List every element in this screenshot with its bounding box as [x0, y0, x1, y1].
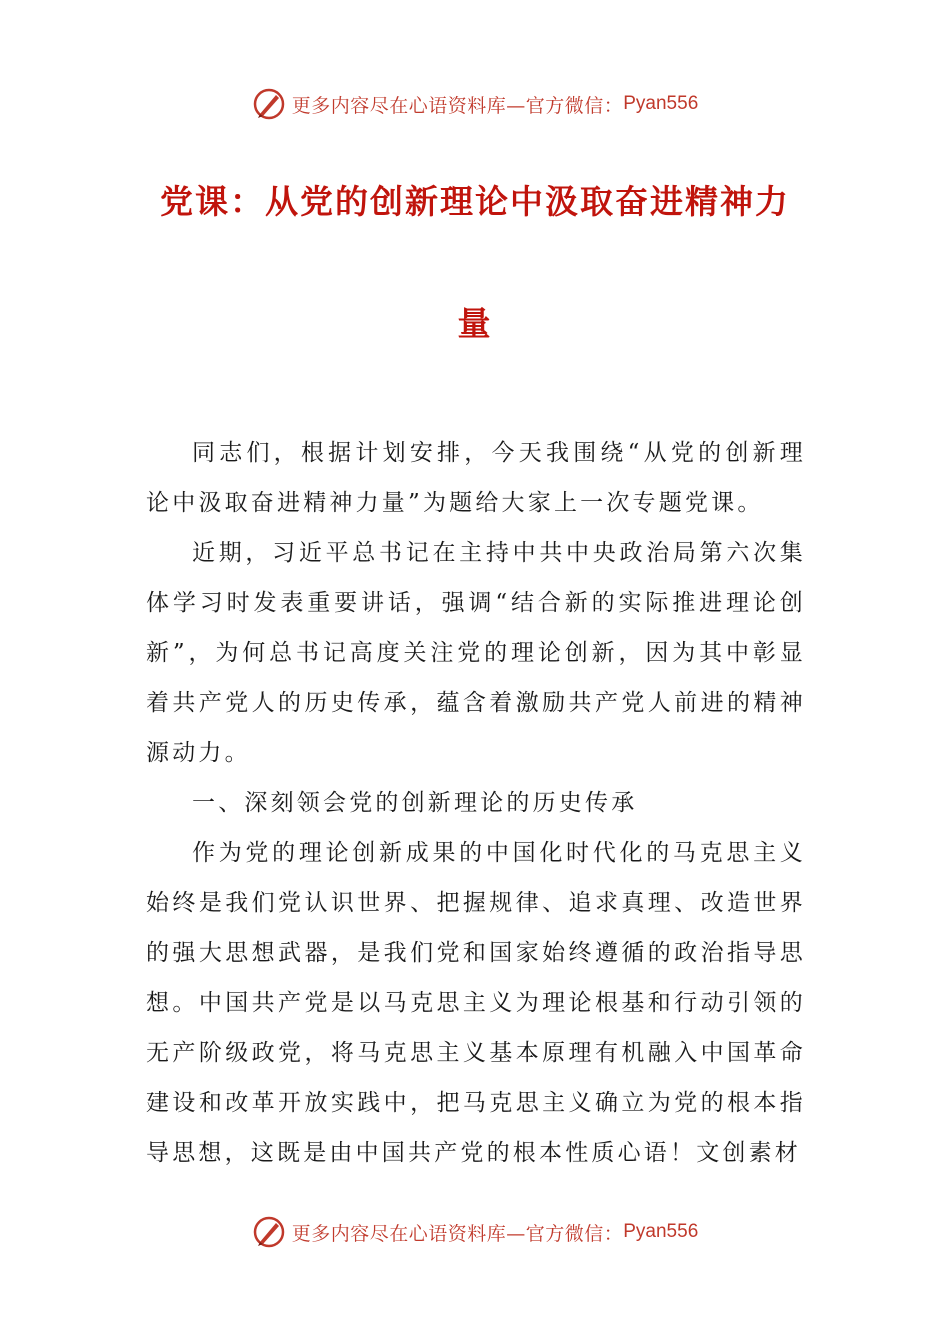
paragraph-3: 作为党的理论创新成果的中国化时代化的马克思主义始终是我们党认识世界、把握规律、追求真理、改造世界的强大思想武器，是我们党和国家始终遵循的政治指导思想。中国共产党是以马克思主义为理论根基和行动引领的无产阶级政党，将马克思主义基本原理有机融入中国革命建设和改革开放实践中，把马克思主义确立为党的根本指导思想，这既是由中国共产党的根本性质心语！文创素材 [146, 840, 806, 1166]
header-banner-text: 更多内容尽在心语资料库—官方微信： [291, 94, 624, 117]
header-banner [0, 84, 950, 124]
paragraph-2: 近期，习近平总书记在主持中共中央政治局第六次集体学习时发表重要讲话，强调“结合新的实际推进理论创新”，为何总书记高度关注党的理论创新，因为其中彰显着共产党人的历史传承，蕴含着激励共产党人前进的精神源动力。 [146, 540, 806, 766]
paragraph-1: 同志们，根据计划安排，今天我围绕“从党的创新理论中汲取奋进精神力量”为题给大家上一次专题党课。 [146, 440, 806, 516]
footer-banner [0, 1212, 950, 1252]
pen-logo-icon [252, 87, 286, 121]
header-wechat-id: Pyan556 [623, 93, 699, 114]
document-body [146, 428, 806, 1178]
footer-wechat-id: Pyan556 [623, 1221, 699, 1242]
pen-logo-icon [252, 1215, 286, 1249]
footer-banner-text: 更多内容尽在心语资料库—官方微信： [291, 1222, 624, 1245]
document-title-line1: 党课：从党的创新理论中汲取奋进精神力 [160, 182, 790, 221]
section-heading-1: 一、深刻领会党的创新理论的历史传承 [192, 790, 638, 816]
document-title-line2: 量 [457, 304, 493, 343]
